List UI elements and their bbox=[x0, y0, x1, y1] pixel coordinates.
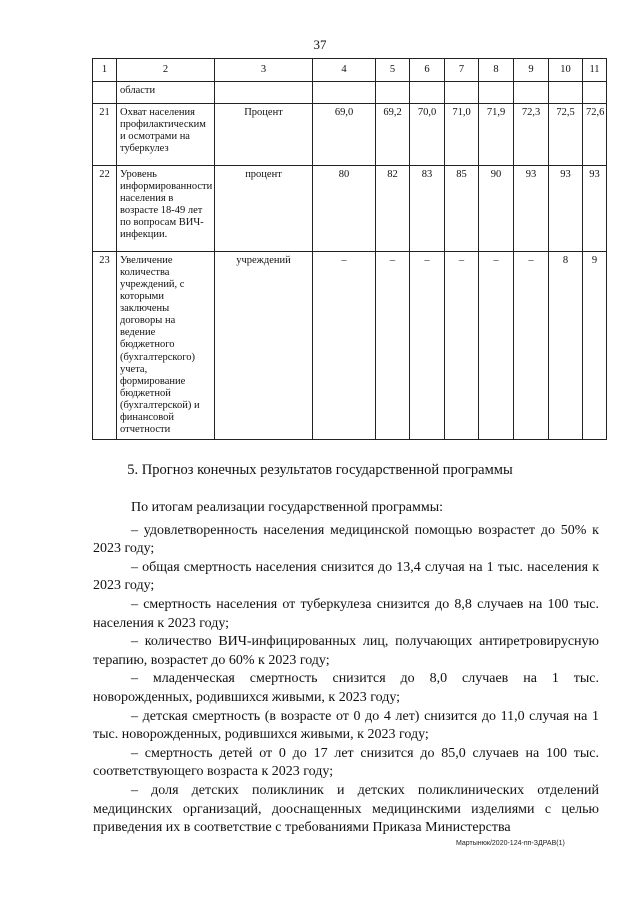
indicator-value: 72,6 bbox=[583, 104, 607, 166]
result-item: – младенческая смертность снизится до 8,0 случаев на 1 тыс. новорожденных, родившихся живыми, к 2023 году; bbox=[93, 671, 599, 705]
table-header-cell: 2 bbox=[117, 59, 215, 82]
indicator-value: 83 bbox=[410, 166, 445, 252]
indicator-value: 72,5 bbox=[549, 104, 583, 166]
indicator-value: 80 bbox=[313, 166, 376, 252]
table-header-cell: 8 bbox=[479, 59, 514, 82]
indicator-value bbox=[445, 82, 479, 104]
unit-of-measure: Процент bbox=[215, 104, 313, 166]
indicator-value: – bbox=[514, 252, 549, 440]
table-header-cell: 9 bbox=[514, 59, 549, 82]
indicator-value: 71,9 bbox=[479, 104, 514, 166]
indicator-value: – bbox=[410, 252, 445, 440]
indicator-value: – bbox=[479, 252, 514, 440]
indicator-value: 93 bbox=[514, 166, 549, 252]
indicator-value: – bbox=[376, 252, 410, 440]
indicator-value bbox=[376, 82, 410, 104]
indicator-value bbox=[479, 82, 514, 104]
row-number: 21 bbox=[93, 104, 117, 166]
indicator-value bbox=[549, 82, 583, 104]
result-item: – детская смертность (в возрасте от 0 до 4 лет) снизится до 11,0 случая на 1 тыс. новорожденных, родившихся живыми, к 2023 году; bbox=[93, 708, 599, 743]
indicator-value: 8 bbox=[549, 252, 583, 440]
indicator-value: 71,0 bbox=[445, 104, 479, 166]
table-header-cell: 10 bbox=[549, 59, 583, 82]
lead-paragraph: По итогам реализации государственной программы: bbox=[131, 500, 444, 515]
result-item: – количество ВИЧ-инфицированных лиц, получающих антиретровирусную терапию, возрастет до 60% к 2023 году; bbox=[93, 634, 599, 668]
table-header-cell: 11 bbox=[583, 59, 607, 82]
indicators-table bbox=[92, 58, 607, 440]
result-item: – удовлетворенность населения медицинской помощью возрастет до 50% к 2023 году; bbox=[93, 522, 599, 557]
page-number: 37 bbox=[313, 37, 327, 52]
result-item: – смертность детей от 0 до 17 лет снизится до 85,0 случаев на 100 тыс. соответствующего возраста к 2023 году; bbox=[93, 745, 599, 780]
indicator-value: 72,3 bbox=[514, 104, 549, 166]
indicator-value: 82 bbox=[376, 166, 410, 252]
indicator-value bbox=[410, 82, 445, 104]
indicator-value: 70,0 bbox=[410, 104, 445, 166]
table-header-cell: 4 bbox=[313, 59, 376, 82]
table-header-cell: 6 bbox=[410, 59, 445, 82]
table-row bbox=[93, 166, 607, 252]
indicator-name: области bbox=[117, 82, 215, 104]
table-row bbox=[93, 252, 607, 440]
table-row bbox=[93, 82, 607, 104]
indicator-value: 93 bbox=[549, 166, 583, 252]
indicator-value: 69,2 bbox=[376, 104, 410, 166]
unit-of-measure: учреждений bbox=[215, 252, 313, 440]
indicator-name: Увеличение количества учреждений, с которыми заключены договоры на ведение бюджетного (бухгалтерского) учета, формирование бюджетной (бухгалтерской) и финансовой отчетности bbox=[117, 252, 215, 440]
indicator-value bbox=[313, 82, 376, 104]
row-number: 22 bbox=[93, 166, 117, 252]
table-header-cell: 7 bbox=[445, 59, 479, 82]
result-item: – общая смертность населения снизится до 13,4 случая на 1 тыс. населения к 2023 году; bbox=[93, 559, 599, 594]
unit-of-measure: процент bbox=[215, 166, 313, 252]
indicator-value bbox=[583, 82, 607, 104]
row-number bbox=[93, 82, 117, 104]
indicator-value: 69,0 bbox=[313, 104, 376, 166]
indicator-value: 85 bbox=[445, 166, 479, 252]
unit-of-measure bbox=[215, 82, 313, 104]
table-row bbox=[93, 104, 607, 166]
indicator-name: Охват населения профилактическим и осмотрами на туберкулез bbox=[117, 104, 215, 166]
document-footer-id: Мартынюк/2020-124-пп-ЗДРАВ(1) bbox=[456, 840, 565, 847]
indicator-value: 9 bbox=[583, 252, 607, 440]
table-header-cell: 3 bbox=[215, 59, 313, 82]
indicator-value bbox=[514, 82, 549, 104]
table-header-cell: 1 bbox=[93, 59, 117, 82]
indicator-value: – bbox=[445, 252, 479, 440]
result-item: – доля детских поликлиник и детских поликлинических отделений медицинских организаций, дооснащенных медицинскими изделиями с целью приведения их в соответствие с требованиями Приказа Министерства bbox=[93, 782, 599, 836]
indicator-name: Уровень информированности населения в возрасте 18-49 лет по вопросам ВИЧ-инфекции. bbox=[117, 166, 215, 252]
table-header-cell: 5 bbox=[376, 59, 410, 82]
result-item: – смертность населения от туберкулеза снизится до 8,8 случаев на 100 тыс. населения к 2023 году; bbox=[93, 596, 599, 631]
indicator-value: 90 bbox=[479, 166, 514, 252]
section-title: 5. Прогноз конечных результатов государственной программы bbox=[127, 462, 513, 478]
indicator-value: – bbox=[313, 252, 376, 440]
row-number: 23 bbox=[93, 252, 117, 440]
table-header-row bbox=[93, 59, 607, 82]
body-text bbox=[93, 499, 599, 838]
indicator-value: 93 bbox=[583, 166, 607, 252]
